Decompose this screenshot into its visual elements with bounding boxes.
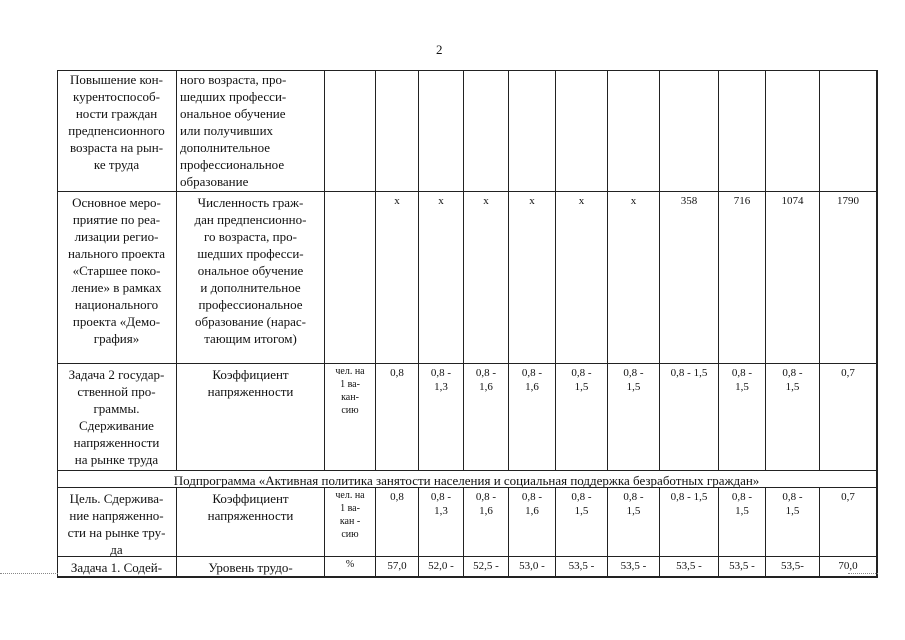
margin-dots-left — [0, 573, 58, 574]
row-1-name-cell: Повышение кон- курентоспособ- ности граждан предпенсионного возраста на рын- ке труда — [57, 70, 177, 192]
row-4-name-cell: Цель. Сдержива- ние напряженно- сти на рынке тру- да — [57, 488, 177, 557]
row-1-empty-cell — [608, 70, 660, 192]
row-1-empty-cell — [419, 70, 464, 192]
row-3-indicator-cell: Коэффициент напряженности — [177, 364, 325, 471]
row-3-value-cell: 0,8 - 1,5 — [766, 364, 820, 471]
row-1-empty-cell — [660, 70, 719, 192]
row-4-indicator-cell: Коэффициент напряженности — [177, 488, 325, 557]
row-2-value-cell: 1790 — [820, 192, 877, 364]
row-4-value-cell: 0,8 - 1,5 — [556, 488, 608, 557]
row-3-value-cell: 0,8 — [376, 364, 419, 471]
row-1-empty-cell — [719, 70, 766, 192]
row-5-value-cell: 53,5 - — [660, 557, 719, 577]
row-4-value-cell: 0,8 - 1,6 — [509, 488, 556, 557]
row-1-empty-cell — [766, 70, 820, 192]
row-2-value-cell: х — [376, 192, 419, 364]
row-1-empty-cell — [376, 70, 419, 192]
row-5-value-cell: 53,5 - — [719, 557, 766, 577]
row-2-value-cell: х — [608, 192, 660, 364]
row-2-indicator-cell: Численность граж- дан предпенсионно- го возраста, про- шедших професси- ональное обучение и дополнительное профессиональное образование (нарас- тающим итогом) — [177, 192, 325, 364]
row-5-value-cell: 53,5 - — [608, 557, 660, 577]
row-3-value-cell: 0,8 - 1,6 — [509, 364, 556, 471]
row-2-value-cell: х — [464, 192, 509, 364]
row-3-value-cell: 0,8 - 1,5 — [719, 364, 766, 471]
row-3-unit-cell: чел. на 1 ва- кан- сию — [325, 364, 376, 471]
row-5-value-cell: 53,5 - — [556, 557, 608, 577]
row-4-unit-cell: чел. на 1 ва- кан - сию — [325, 488, 376, 557]
row-5-indicator-cell: Уровень трудо- — [177, 557, 325, 577]
row-4-value-cell: 0,8 - 1,5 — [719, 488, 766, 557]
row-5-value-cell: 57,0 — [376, 557, 419, 577]
row-2-value-cell: х — [419, 192, 464, 364]
row-5-value-cell: 53,5- — [766, 557, 820, 577]
margin-dots-right — [848, 573, 878, 574]
row-3-value-cell: 0,8 - 1,5 — [608, 364, 660, 471]
row-4-value-cell: 0,8 - 1,6 — [464, 488, 509, 557]
row-5-value-cell: 52,0 - — [419, 557, 464, 577]
row-1-empty-cell — [820, 70, 877, 192]
row-2-value-cell: 358 — [660, 192, 719, 364]
row-5-name-cell: Задача 1. Содей- — [57, 557, 177, 577]
row-3-value-cell: 0,8 - 1,5 — [556, 364, 608, 471]
row-2-unit-cell — [325, 192, 376, 364]
row-3-name-cell: Задача 2 государ- ственной про- граммы. Сдерживание напряженности на рынке труда — [57, 364, 177, 471]
row-2-value-cell: 716 — [719, 192, 766, 364]
row-4-value-cell: 0,8 - 1,3 — [419, 488, 464, 557]
row-3-value-cell: 0,8 - 1,3 — [419, 364, 464, 471]
row-4-value-cell: 0,7 — [820, 488, 877, 557]
row-2-value-cell: х — [556, 192, 608, 364]
row-3-value-cell: 0,7 — [820, 364, 877, 471]
row-2-name-cell: Основное меро- приятие по реа- лизации регио- нального проекта «Старшее поко- ление» в рамках национального проекта «Демо- графия» — [57, 192, 177, 364]
row-2-value-cell: х — [509, 192, 556, 364]
row-4-value-cell: 0,8 - 1,5 — [608, 488, 660, 557]
row-5-value-cell: 70,0 — [820, 557, 877, 577]
row-5-value-cell: 52,5 - — [464, 557, 509, 577]
row-4-value-cell: 0,8 - 1,5 — [660, 488, 719, 557]
row-5-value-cell: 53,0 - — [509, 557, 556, 577]
row-4-value-cell: 0,8 — [376, 488, 419, 557]
subprogram-heading: Подпрограмма «Активная политика занятости населения и социальная поддержка безработных граждан» — [57, 471, 877, 488]
row-1-empty-cell — [325, 70, 376, 192]
row-1-empty-cell — [509, 70, 556, 192]
row-1-indicator-cell: ного возраста, про- шедших професси- ональное обучение или получивших дополнительное профессиональное образование — [177, 70, 325, 192]
row-1-empty-cell — [556, 70, 608, 192]
row-4-value-cell: 0,8 - 1,5 — [766, 488, 820, 557]
row-1-empty-cell — [464, 70, 509, 192]
row-3-value-cell: 0,8 - 1,5 — [660, 364, 719, 471]
page-number: 2 — [436, 42, 443, 57]
row-3-value-cell: 0,8 - 1,6 — [464, 364, 509, 471]
row-2-value-cell: 1074 — [766, 192, 820, 364]
row-5-unit-cell: % — [325, 557, 376, 577]
